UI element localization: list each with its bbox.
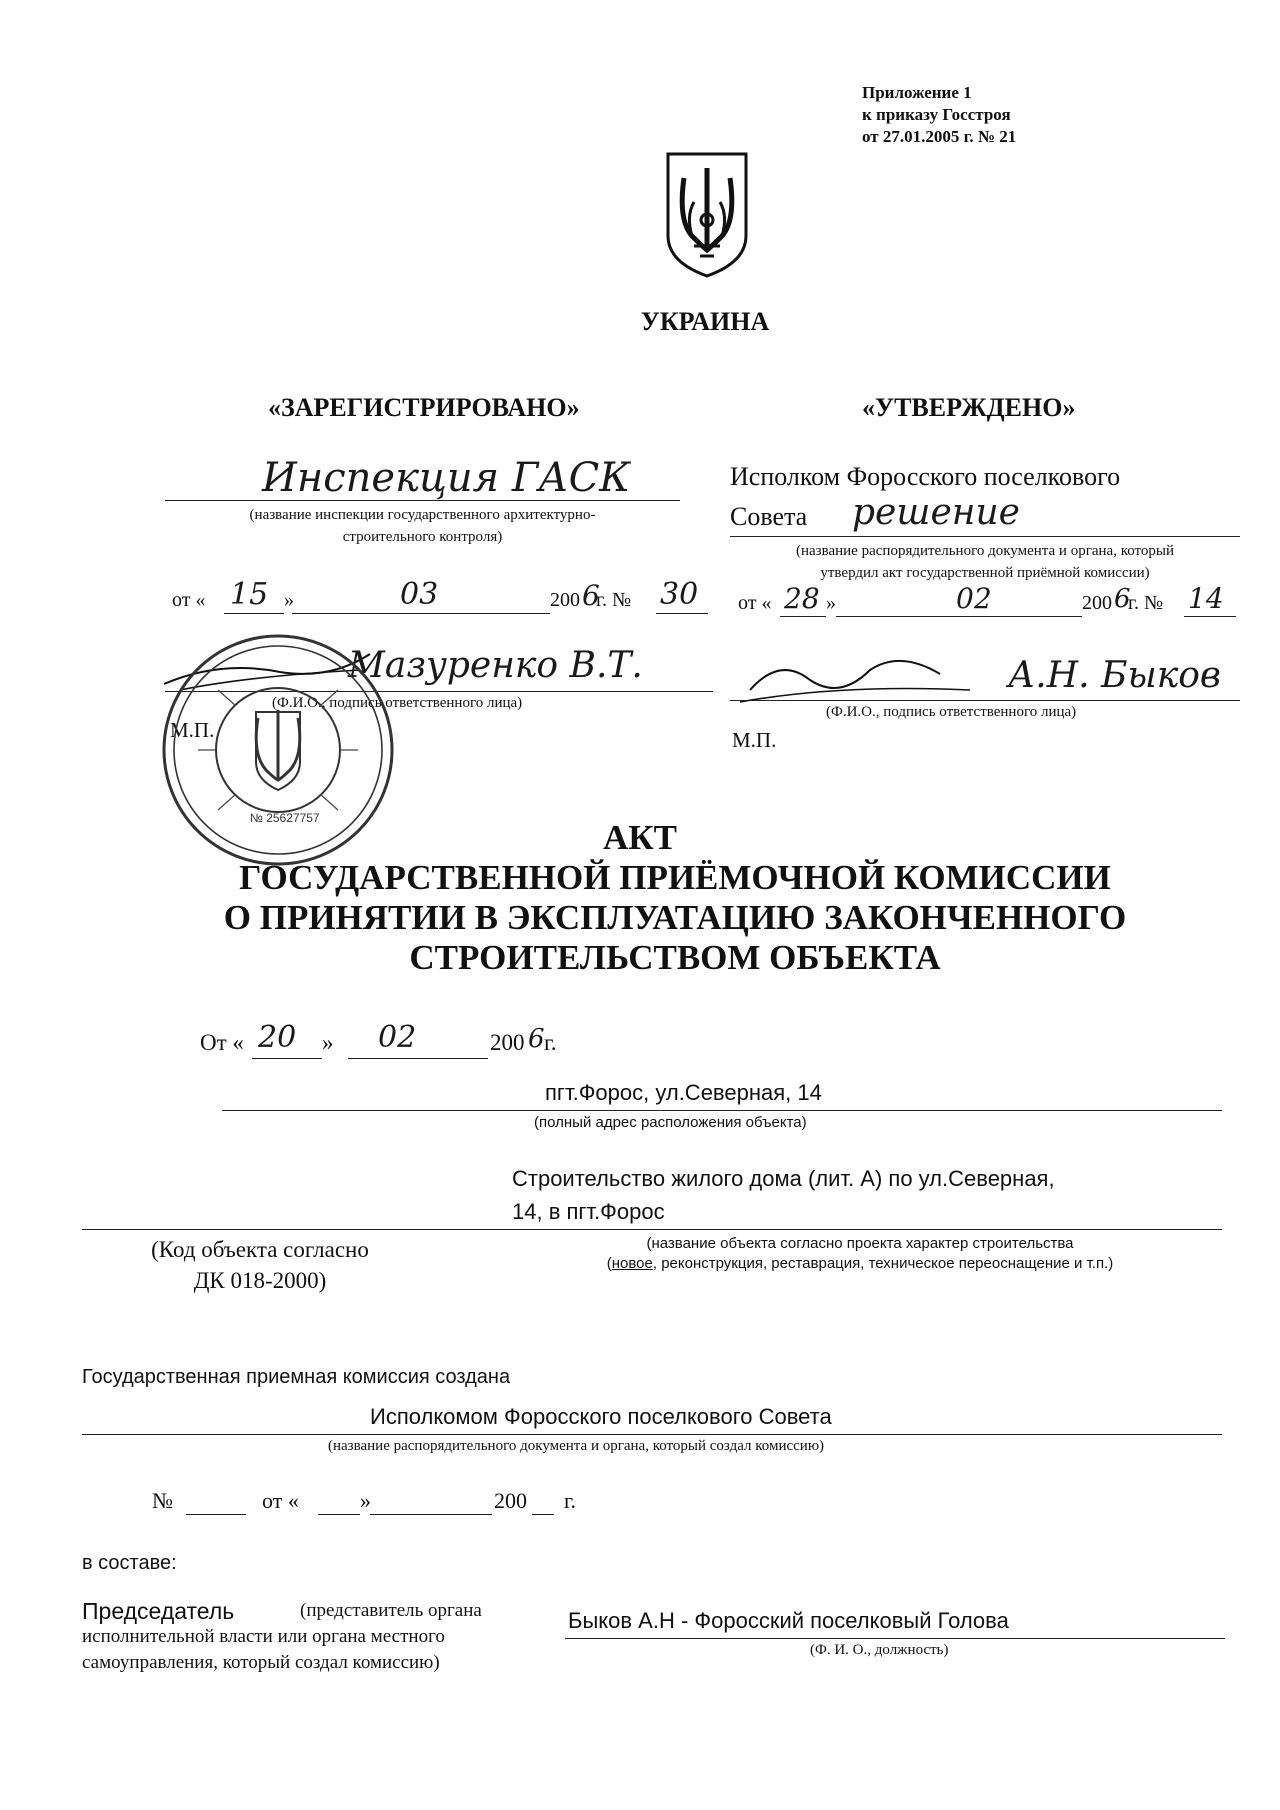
appendix-block <box>862 82 1016 148</box>
chairman-desc-line-3: самоуправления, который создал комиссию) <box>82 1652 440 1673</box>
approved-caption-line-2: утвердил акт государственной приёмной комиссии) <box>820 565 1150 581</box>
act-date-year-prefix: 200 <box>490 1030 525 1055</box>
object-caption-new: новое <box>611 1255 653 1272</box>
act-date-year-digit: 6 <box>528 1024 545 1054</box>
object-name-line-1: Строительство жилого дома (лит. А) по ул.Северная, <box>512 1166 1055 1191</box>
commission-num-close: » <box>360 1488 371 1513</box>
registered-date-prefix: от « <box>172 589 206 611</box>
approved-date-prefix: от « <box>738 592 772 614</box>
chairman-label: Председатель <box>82 1598 235 1624</box>
act-date-row <box>200 1020 580 1066</box>
object-code <box>110 1234 410 1296</box>
approved-year-prefix: 200 <box>1082 592 1112 614</box>
address-caption: (полный адрес расположения объекта) <box>534 1114 807 1131</box>
object-code-line-1: (Код объекта согласно <box>151 1237 369 1262</box>
approved-month: 02 <box>956 582 992 615</box>
registered-signature-caption: (Ф.И.О., подпись ответственного лица) <box>272 695 523 711</box>
approved-number: 14 <box>1188 582 1224 615</box>
chairman-caption: (Ф. И. О., должность) <box>810 1642 949 1658</box>
approved-signature-flourish <box>740 650 980 710</box>
act-date-prefix: От « <box>200 1030 244 1055</box>
registered-day-close: » <box>284 589 294 611</box>
commission-composition-label: в составе: <box>82 1552 177 1574</box>
registered-month: 03 <box>400 577 439 612</box>
registered-inspection-handwritten: Инспекция ГАСК <box>262 455 631 501</box>
approved-caption-line-1: (название распорядительного документа и органа, который <box>795 543 1174 559</box>
registered-year-prefix: 200 <box>550 589 580 611</box>
commission-created-label: Государственная приемная комиссия создана <box>82 1366 511 1388</box>
registered-signature-name: Мазуренко В.Т. <box>348 645 643 686</box>
approved-doc-handwritten: решение <box>852 492 1020 533</box>
act-title-line-4: СТРОИТЕЛЬСТВОМ ОБЪЕКТА <box>409 938 941 977</box>
object-caption-line-2: (новое, реконструкция, реставрация, техническое переоснащение и т.п.) <box>606 1255 1114 1272</box>
chairman-value: Быков А.Н - Форосский поселковый Голова <box>568 1608 1009 1633</box>
act-date-day-close: » <box>322 1030 334 1055</box>
object-name-line-2: 14, в пгт.Форос <box>512 1199 665 1224</box>
registered-year-digit: 6 <box>582 579 600 612</box>
act-title-line-3: О ПРИНЯТИИ В ЭКСПЛУАТАЦИЮ ЗАКОНЧЕННОГО <box>223 898 1127 937</box>
registered-day: 15 <box>230 577 269 612</box>
appendix-line-1: Приложение 1 <box>862 83 972 102</box>
object-caption <box>500 1234 1220 1274</box>
commission-num-year-suffix: г. <box>564 1488 577 1513</box>
approved-signature-caption: (Ф.И.О., подпись ответственного лица) <box>826 704 1077 720</box>
object-code-line-2: ДК 018-2000) <box>193 1268 327 1293</box>
act-date-year-suffix: г. <box>544 1030 557 1055</box>
appendix-line-2: к приказу Госстроя <box>862 105 1011 124</box>
commission-num-from: от « <box>262 1488 299 1513</box>
coat-of-arms-icon <box>664 150 750 280</box>
commission-num-year: 200 <box>494 1488 527 1513</box>
act-title-line-1: АКТ <box>603 818 677 857</box>
approved-caption <box>720 540 1250 584</box>
approved-org-line-1: Исполком Форосского поселкового <box>730 462 1121 491</box>
chairman-desc-line-2: исполнительной власти или органа местного <box>82 1626 445 1647</box>
act-date-day: 20 <box>258 1020 297 1055</box>
approved-org-line-2: Совета <box>730 502 808 531</box>
approved-stamp-label: М.П. <box>732 728 777 752</box>
registered-stamp-label: М.П. <box>170 718 215 742</box>
appendix-line-3: от 27.01.2005 г. № 21 <box>862 127 1017 146</box>
chairman-desc-line-1: (представитель органа <box>300 1600 482 1621</box>
registered-heading: «ЗАРЕГИСТРИРОВАНО» <box>268 393 580 422</box>
approved-heading: «УТВЕРЖДЕНО» <box>862 393 1076 422</box>
registered-year-suffix: г. № <box>596 589 632 611</box>
approved-date-row <box>738 582 1238 624</box>
approved-year-suffix: г. № <box>1128 592 1164 614</box>
country-title: УКРАИНА <box>640 307 770 336</box>
registered-date-row <box>172 577 712 621</box>
registered-caption-line-2: строительного контроля) <box>342 529 503 545</box>
act-title-line-2: ГОСУДАРСТВЕННОЙ ПРИЁМОЧНОЙ КОМИССИИ <box>239 858 1111 897</box>
address-value: пгт.Форос, ул.Северная, 14 <box>545 1080 822 1105</box>
registered-caption <box>165 504 680 548</box>
commission-number-row <box>152 1488 652 1522</box>
approved-year-digit: 6 <box>1114 584 1131 614</box>
approved-day: 28 <box>784 582 820 615</box>
act-date-month: 02 <box>378 1020 417 1055</box>
registered-caption-line-1: (название инспекции государственного архитектурно- <box>249 507 596 523</box>
commission-created-caption: (название распорядительного документа и органа, который создал комиссию) <box>328 1438 825 1454</box>
commission-created-by: Исполкомом Форосского поселкового Совета <box>370 1404 832 1429</box>
registered-number: 30 <box>660 577 699 612</box>
approved-signature-name: А.Н. Быков <box>1008 655 1221 696</box>
object-caption-line-1: (название объекта согласно проекта характер строительства <box>646 1235 1074 1252</box>
approved-day-close: » <box>826 592 836 614</box>
object-caption-rest: , реконструкция, реставрация, техническое переоснащение и т.п.) <box>652 1255 1114 1272</box>
stamp-number-text: № 25627757 <box>250 811 320 825</box>
commission-num-label: № <box>152 1488 173 1513</box>
